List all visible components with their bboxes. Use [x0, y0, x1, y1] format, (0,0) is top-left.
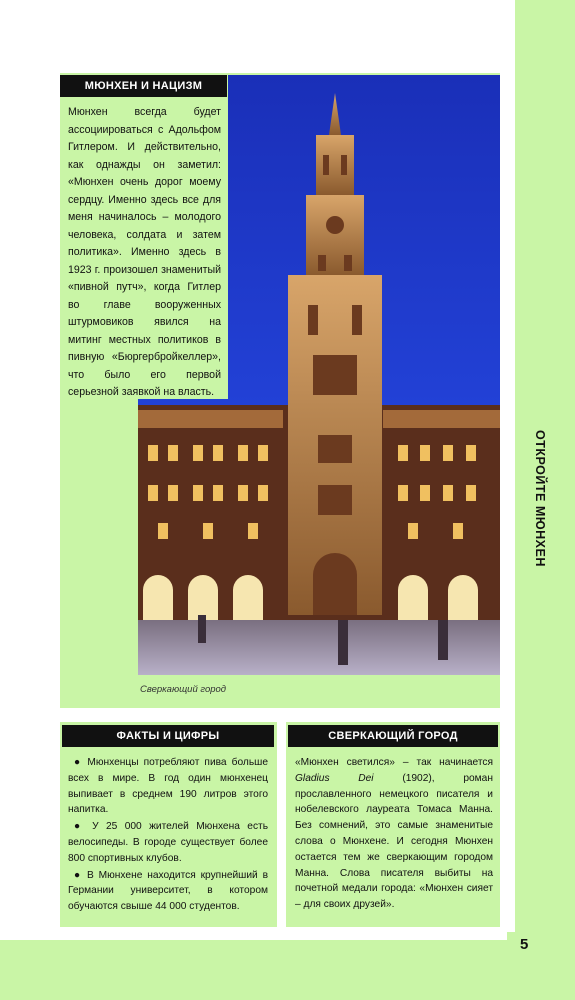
facts-box-title: ФАКТЫ И ЦИФРЫ: [62, 725, 274, 747]
fact-item: ● Мюнхенцы потребляют пива больше всех в мире. В год один мюнхенец выпивает в среднем 190 литров этого напитка.: [68, 757, 268, 816]
nazi-box-text: Мюнхен всегда будет ассоциироваться с Адольфом Гитлером. И действительно, как однажды он заметил: «Мюнхен очень дорог моему сердцу. Именно здесь все для меня начиналось – молодого человека, солдата и затем политика». Именно здесь в 1923 г. произошел знаменитый «пивной путч», когда Гитлер во главе вооруженных штурмовиков явился на митинг местных политиков в пивную «Бюргербройкеллер», что было его первой серьезной заявкой на власть.: [68, 106, 221, 398]
facts-list: [68, 755, 268, 916]
book-title: Gladius Dei: [295, 772, 374, 784]
city-box-title: СВЕРКАЮЩИЙ ГОРОД: [288, 725, 498, 747]
page-number-tab: [507, 932, 559, 962]
city-box-text: «Мюнхен светился» – так начинается Gladius Dei (1902), роман прославленного немецкого писателя и нобелевского лауреата Томаса Манна. Без сомнений, это самые знаменитые слова о Мюнхене. И сегодня Мюнхен остается тем же сверкающим городом Манна. Слова писателя выбиты на почетной медали города: «Мюнхен сияет – для своих друзей».: [295, 757, 493, 911]
photo-caption: Сверкающий город: [140, 684, 227, 695]
page-number: 5: [520, 936, 529, 953]
fact-item: ● У 25 000 жителей Мюнхена есть велосипеды. В городе существует более 800 спортивных клубов.: [68, 821, 269, 864]
nazi-box-title: МЮНХЕН И НАЦИЗМ: [60, 75, 227, 97]
footer-bar: [0, 940, 575, 1000]
section-title: ОТКРОЙТЕ МЮНХЕН: [533, 430, 547, 567]
fact-item: ● В Мюнхене находится крупнейший в Германии университет, в котором обучаются свыше 44 000 студентов.: [68, 869, 268, 913]
